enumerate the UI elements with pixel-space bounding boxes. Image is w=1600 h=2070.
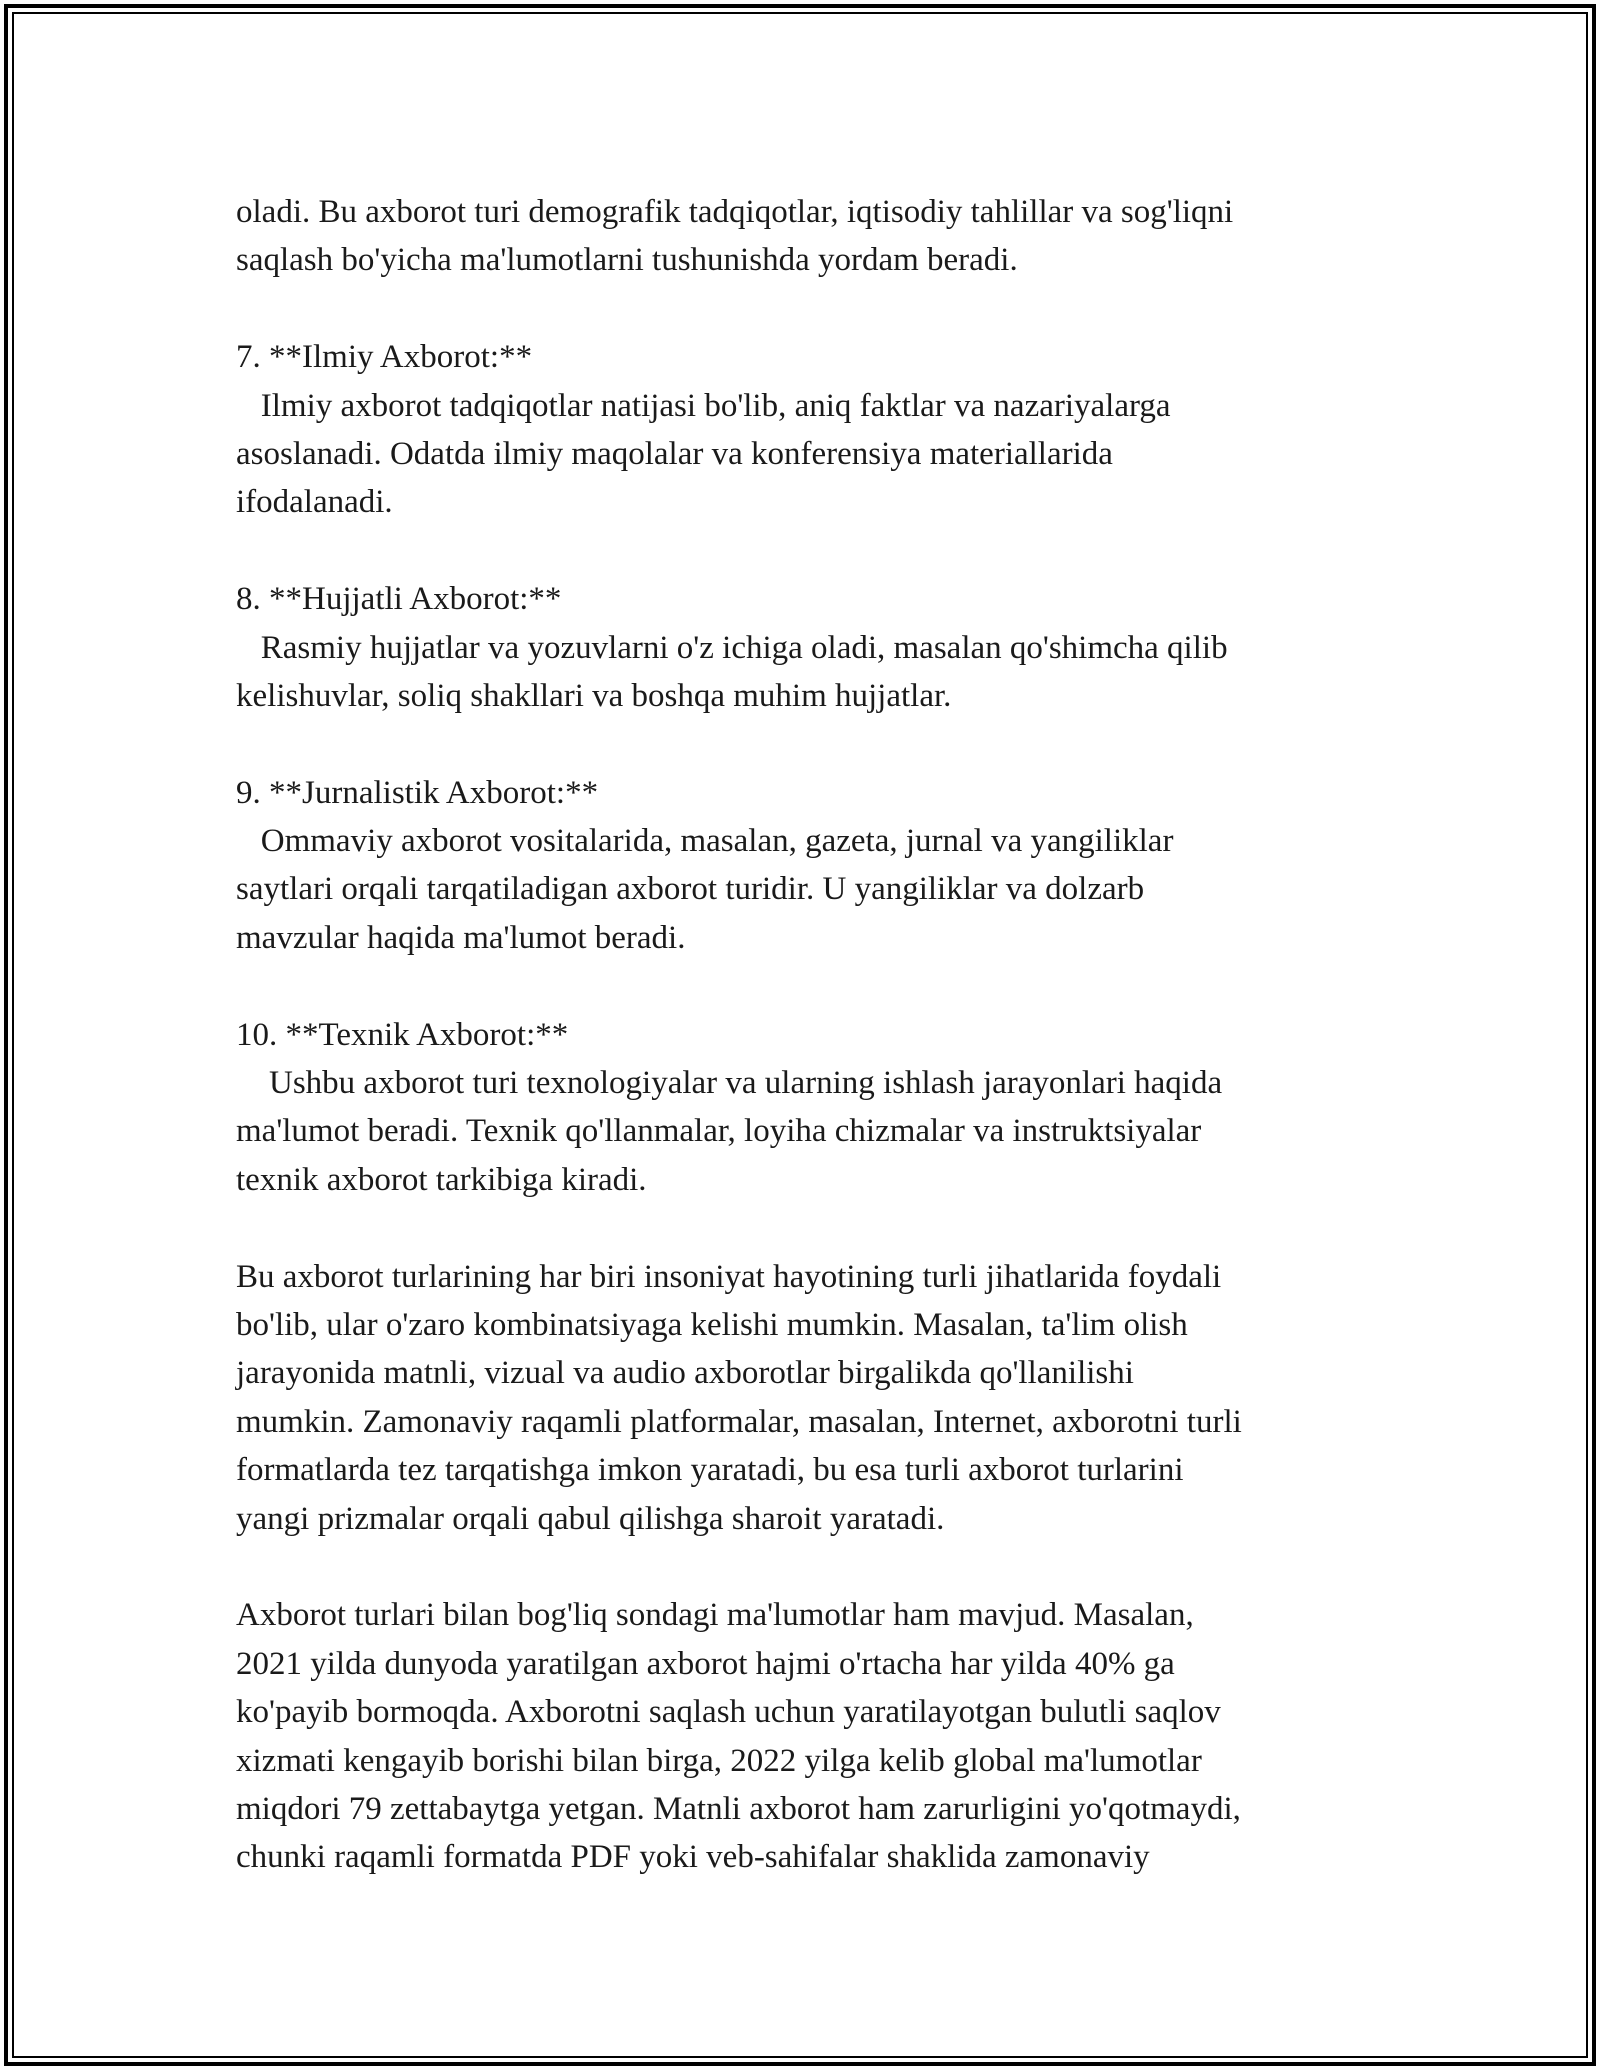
paragraph-gap	[236, 527, 1366, 575]
paragraph-gap	[236, 285, 1366, 333]
section-heading: 7. **Ilmiy Axborot:**	[236, 339, 533, 376]
document-body	[236, 188, 1366, 1882]
section-heading: 8. **Hujjatli Axborot:**	[236, 581, 562, 618]
text-line: chunki raqamli formatda PDF yoki veb-sahifalar shaklida zamonaviy	[236, 1839, 1150, 1876]
text-line: xizmati kengayib borishi bilan birga, 2022 yilga kelib global ma'lumotlar	[236, 1742, 1202, 1779]
text-line: formatlarda tez tarqatishga imkon yaratadi, bu esa turli axborot turlarini	[236, 1452, 1184, 1489]
section-heading: 9. **Jurnalistik Axborot:**	[236, 774, 599, 811]
text-line: texnik axborot tarkibiga kiradi.	[236, 1161, 647, 1198]
text-line: Axborot turlari bilan bog'liq sondagi ma'lumotlar ham mavjud. Masalan,	[236, 1597, 1194, 1634]
paragraph-gap	[236, 1204, 1366, 1252]
text-line: ifodalanadi.	[236, 484, 393, 521]
paragraph-intro-continuation	[236, 188, 1366, 285]
text-line: yangi prizmalar orqali qabul qilishga sharoit yaratadi.	[236, 1500, 945, 1537]
text-line: mavzular haqida ma'lumot beradi.	[236, 919, 686, 956]
text-line: kelishuvlar, soliq shakllari va boshqa muhim hujjatlar.	[236, 677, 952, 714]
section-jurnalistik-axborot	[236, 769, 1366, 963]
paragraph-gap	[236, 720, 1366, 768]
paragraph-summary	[236, 1253, 1366, 1543]
text-line: Ushbu axborot turi texnologiyalar va ularning ishlash jarayonlari haqida	[236, 1065, 1223, 1102]
text-line: Ilmiy axborot tadqiqotlar natijasi bo'lib, aniq faktlar va nazariyalarga	[236, 387, 1171, 424]
section-ilmiy-axborot	[236, 333, 1366, 527]
text-line: ko'payib bormoqda. Axborotni saqlash uchun yaratilayotgan bulutli saqlov	[236, 1694, 1221, 1731]
text-line: Ommaviy axborot vositalarida, masalan, gazeta, jurnal va yangiliklar	[236, 823, 1174, 860]
text-line: jarayonida matnli, vizual va audio axborotlar birgalikda qo'llanilishi	[236, 1355, 1134, 1392]
section-heading: 10. **Texnik Axborot:**	[236, 1016, 569, 1053]
text-line: mumkin. Zamonaviy raqamli platformalar, masalan, Internet, axborotni turli	[236, 1403, 1242, 1440]
text-line: miqdori 79 zettabaytga yetgan. Matnli axborot ham zarurligini yo'qotmaydi,	[236, 1790, 1241, 1827]
text-line: ma'lumot beradi. Texnik qo'llanmalar, loyiha chizmalar va instruktsiyalar	[236, 1113, 1202, 1150]
text-line: bo'lib, ular o'zaro kombinatsiyaga kelishi mumkin. Masalan, ta'lim olish	[236, 1306, 1188, 1343]
section-hujjatli-axborot	[236, 575, 1366, 720]
paragraph-gap	[236, 962, 1366, 1010]
section-texnik-axborot	[236, 1011, 1366, 1205]
text-line: saqlash bo'yicha ma'lumotlarni tushunishda yordam beradi.	[236, 242, 1018, 279]
text-line: asoslanadi. Odatda ilmiy maqolalar va konferensiya materiallarida	[236, 435, 1113, 472]
text-line: saytlari orqali tarqatiladigan axborot turidir. U yangiliklar va dolzarb	[236, 871, 1145, 908]
text-line: oladi. Bu axborot turi demografik tadqiqotlar, iqtisodiy tahlillar va sog'liqni	[236, 194, 1234, 230]
paragraph-gap	[236, 1543, 1366, 1591]
text-line: 2021 yilda dunyoda yaratilgan axborot hajmi o'rtacha har yilda 40% ga	[236, 1645, 1175, 1682]
paragraph-statistics	[236, 1591, 1366, 1881]
text-line: Bu axborot turlarining har biri insoniyat hayotining turli jihatlarida foydali	[236, 1258, 1222, 1295]
text-line: Rasmiy hujjatlar va yozuvlarni o'z ichiga oladi, masalan qo'shimcha qilib	[236, 629, 1228, 666]
